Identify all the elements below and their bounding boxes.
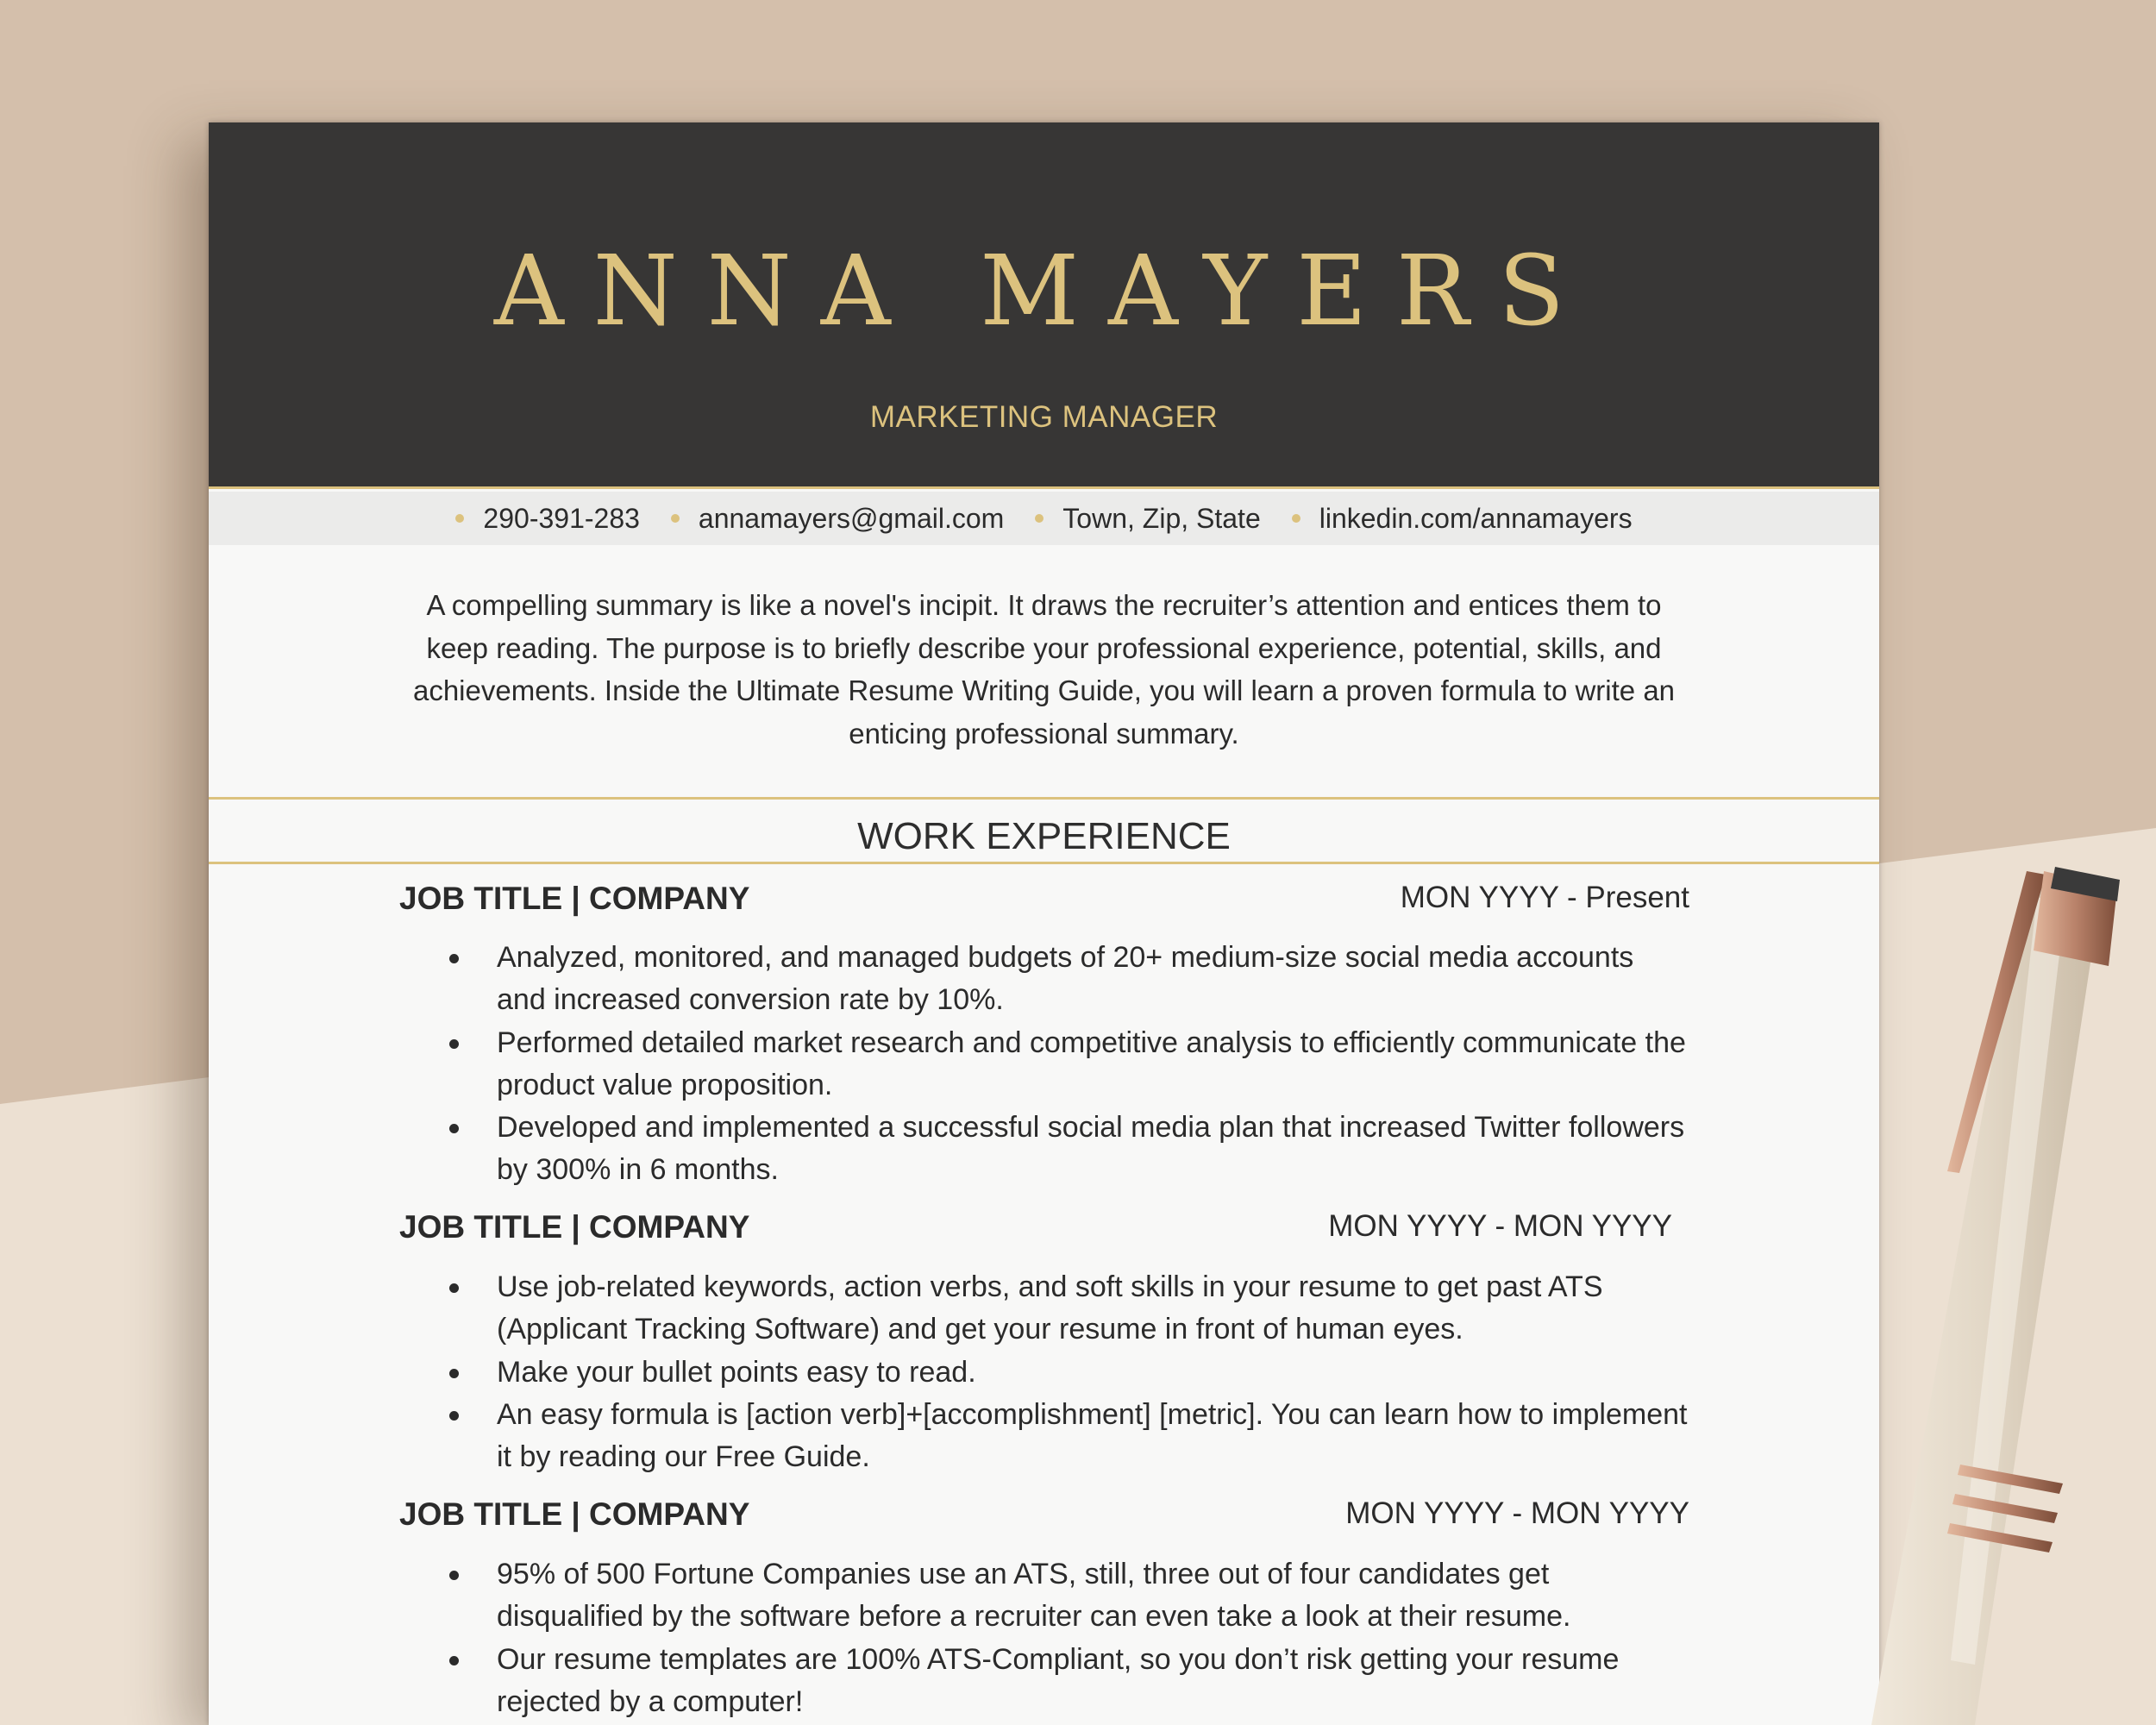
- pen-cap: [2034, 867, 2120, 966]
- location-text: Town, Zip, State: [1062, 502, 1261, 534]
- job-date: MON YYYY - MON YYYY: [1328, 1209, 1672, 1243]
- section-title-work-experience: WORK EXPERIENCE: [857, 815, 1231, 857]
- list-item: Our resume templates are 100% ATS-Compliant, so you don’t risk getting your resume rejected by a computer!: [442, 1639, 1690, 1724]
- job-date: MON YYYY - Present: [1400, 881, 1689, 914]
- candidate-name: ANNA MAYERS: [493, 235, 1595, 348]
- list-item: 95% of 500 Fortune Companies use an ATS, still, three out of four candidates get disqualified by the software before a recruiter can even take a look at their resume.: [442, 1553, 1690, 1639]
- list-item: Developed and implemented a successful social media plan that increased Twitter followers by 300% in 6 months.: [442, 1107, 1690, 1192]
- job-title: JOB TITLE | COMPANY: [399, 881, 750, 916]
- job-title: JOB TITLE | COMPANY: [399, 1496, 750, 1532]
- list-item: Use job-related keywords, action verbs, and soft skills in your resume to get past ATS (Applicant Tracking Software) and get your resume in front of human eyes.: [442, 1266, 1690, 1352]
- phone-text: 290-391-283: [483, 502, 640, 534]
- candidate-role: MARKETING MANAGER: [869, 400, 1219, 434]
- email-text: annamayers@gmail.com: [698, 502, 1005, 534]
- pen-body: [1871, 871, 2102, 1725]
- list-item: Make your bullet points easy to read.: [442, 1352, 1690, 1394]
- list-item: An easy formula is [action verb]+[accomplishment] [metric]. You can learn how to implement it by reading our Free Guide.: [442, 1394, 1690, 1479]
- job-title: JOB TITLE | COMPANY: [399, 1209, 750, 1245]
- list-item: Analyzed, monitored, and managed budgets of 20+ medium-size social media accounts and increased conversion rate by 10%.: [442, 937, 1690, 1022]
- linkedin-text: linkedin.com/annamayers: [1319, 502, 1633, 534]
- professional-summary: A compelling summary is like a novel's incipit. It draws the recruiter’s attention and entices them to keep reading. The purpose is to briefly describe your professional experience, potential, skills, and achievements. Inside the Ultimate Resume Writing Guide, you will learn a proven formula to write an enticing professional summary.: [412, 589, 1676, 750]
- job-date: MON YYYY - MON YYYY: [1345, 1496, 1689, 1530]
- list-item: Performed detailed market research and competitive analysis to efficiently communicate the product value proposition.: [442, 1022, 1690, 1107]
